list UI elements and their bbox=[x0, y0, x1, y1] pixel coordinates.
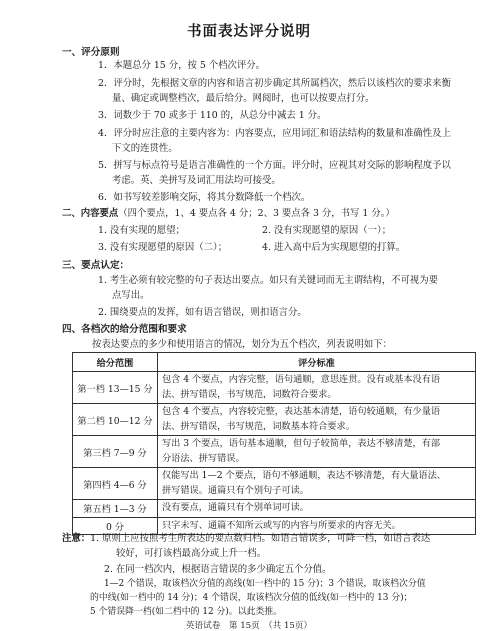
page-footer: 英语试卷 第 15页 （共 15页） bbox=[185, 621, 313, 631]
level-cell: 第三档 7—9 分 bbox=[73, 436, 158, 468]
criteria-line: 分语法、拼写错误。 bbox=[162, 452, 245, 464]
criteria-cell bbox=[158, 436, 476, 468]
level-cell: 第五档 1—3 分 bbox=[73, 500, 158, 518]
notes-label: 注意： bbox=[62, 533, 91, 544]
content-point-2: 2. 没有实现愿望的原因（一）； bbox=[262, 225, 392, 236]
section-2-line bbox=[62, 206, 395, 221]
table-header-row bbox=[73, 353, 476, 372]
note-3-line-2: 的中线(如一档中的 14 分)；4 个错误，取该档次分值的低线(如一档中的 13 分)； bbox=[90, 593, 413, 603]
table-row bbox=[73, 404, 476, 436]
level-cell: 第四档 4—6 分 bbox=[73, 468, 158, 500]
principle-2-line-1: 2．评分时，先根据文章的内容和语言初步确定其所属档次，然后以该档次的要求来衡 bbox=[98, 78, 451, 89]
note-2: 2. 在同一档次内，根据语言错误的多少确定五个分值。 bbox=[104, 564, 332, 575]
principle-2-line-2: 量、确定或调整档次，最后给分。网阅时，也可以按要点打分。 bbox=[112, 93, 375, 104]
criteria-cell bbox=[158, 468, 476, 500]
level-cell: 第二档 10—12 分 bbox=[73, 404, 158, 436]
section-4-heading: 四、各档次的给分范围和要求 bbox=[62, 324, 187, 335]
note-1-line-1: 1. 原则上应按照考生所表达的要点数归档。如语言错误多，可降一档，如语言表达 bbox=[90, 533, 431, 544]
principle-5-line-2: 考虑。英、美拼写及词汇用法均可接受。 bbox=[112, 175, 281, 186]
rule-1-line-1: 1. 考生必须有较完整的句子表达出要点。如只有关键词而无主谓结构，不可视为要 bbox=[98, 275, 439, 286]
content-point-4: 4. 进入高中后为实现愿望的打算。 bbox=[262, 242, 406, 253]
table-row bbox=[73, 468, 476, 500]
grading-table bbox=[72, 352, 476, 535]
level-cell: 第一档 13—15 分 bbox=[73, 372, 158, 404]
principle-4-line-2: 下文的连贯性。 bbox=[112, 143, 178, 154]
note-1-line-2: 较好，可打该档最高分或上升一档。 bbox=[116, 548, 267, 559]
rule-1-line-2: 点写出。 bbox=[112, 290, 150, 301]
principle-5-line-1: 5．拼写与标点符号是语言准确性的一个方面。评分时，应视其对交际的影响程度予以 bbox=[98, 160, 451, 171]
criteria-line: 包含 4 个要点，内容较完整，表达基本清楚，语句较通顺，有少量语 bbox=[162, 406, 441, 417]
criteria-line: 仅能写出 1—2 个要点，语句不够通顺，表达不够清楚，有大量语法、 bbox=[162, 470, 446, 481]
criteria-line: 法、拼写错误，书写规范，词数符合要求。 bbox=[162, 388, 337, 400]
criteria-line: 包含 4 个要点，内容完整，语句通顺，意思连贯。没有或基本没有语 bbox=[162, 374, 441, 385]
section-1-heading: 一、评分原则 bbox=[62, 47, 120, 58]
page-title: 书面表达评分说明 bbox=[187, 23, 311, 40]
content-point-1: 1. 没有实现的愿望； bbox=[98, 225, 185, 236]
principle-6: 6．如书写较差影响交际，将其分数降低一个档次。 bbox=[98, 192, 311, 203]
section-3-heading: 三、要点认定： bbox=[62, 260, 130, 271]
table-row bbox=[73, 436, 476, 468]
criteria-line: 法、拼写错误，书写规范，词数基本符合要求。 bbox=[162, 420, 355, 432]
criteria-line: 拼写错误。通篇只有个别句子可读。 bbox=[162, 484, 309, 496]
criteria-cell bbox=[158, 372, 476, 404]
col-header-criteria: 评分标准 bbox=[158, 353, 476, 372]
level-cell: 0 分 bbox=[73, 517, 158, 535]
principle-3: 3．词数少于 70 或多于 110 的，从总分中减去 1 分。 bbox=[98, 110, 327, 121]
rule-2: 2. 围绕要点的发挥，如有语言错误，则扣语言分。 bbox=[98, 307, 307, 318]
section-2-heading: 二、内容要点 bbox=[62, 208, 119, 219]
criteria-cell bbox=[158, 404, 476, 436]
principle-1: 1．本题总分 15 分，按 5 个档次评分。 bbox=[98, 60, 266, 71]
table-row bbox=[73, 372, 476, 404]
content-point-3: 3. 没有实现愿望的原因（二）； bbox=[98, 242, 228, 253]
section-4-intro: 按表达要点的多少和使用语言的情况，划分为五个档次，列表说明如下： bbox=[92, 339, 393, 350]
note-3-line-3: 5 个错误降一档(如二档中的 12 分)。以此类推。 bbox=[90, 607, 283, 617]
principle-4-line-1: 4．评分时应注意的主要内容为：内容要点，应用词汇和语法结构的数量和准确性及上 bbox=[98, 128, 451, 139]
criteria-cell: 只字未写、通篇不知所云或写的内容与所要求的内容无关。 bbox=[158, 517, 476, 535]
criteria-cell: 没有要点，通篇只有个别单词可读。 bbox=[158, 500, 476, 518]
note-3-line-1: 1—2 个错误，取该档次分值的高线(如一档中的 15 分)；3 个错误，取该档次分值 bbox=[104, 579, 426, 589]
table-row bbox=[73, 500, 476, 518]
section-2-note: （四个要点，1、4 要点各 4 分；2、3 要点各 3 分，书写 1 分。） bbox=[118, 208, 395, 219]
criteria-line: 写出 3 个要点，语句基本通顺，但句子较简单，表达不够清楚，有部 bbox=[162, 438, 441, 449]
col-header-range: 给分范围 bbox=[73, 353, 158, 372]
notes-line-1 bbox=[62, 531, 430, 546]
